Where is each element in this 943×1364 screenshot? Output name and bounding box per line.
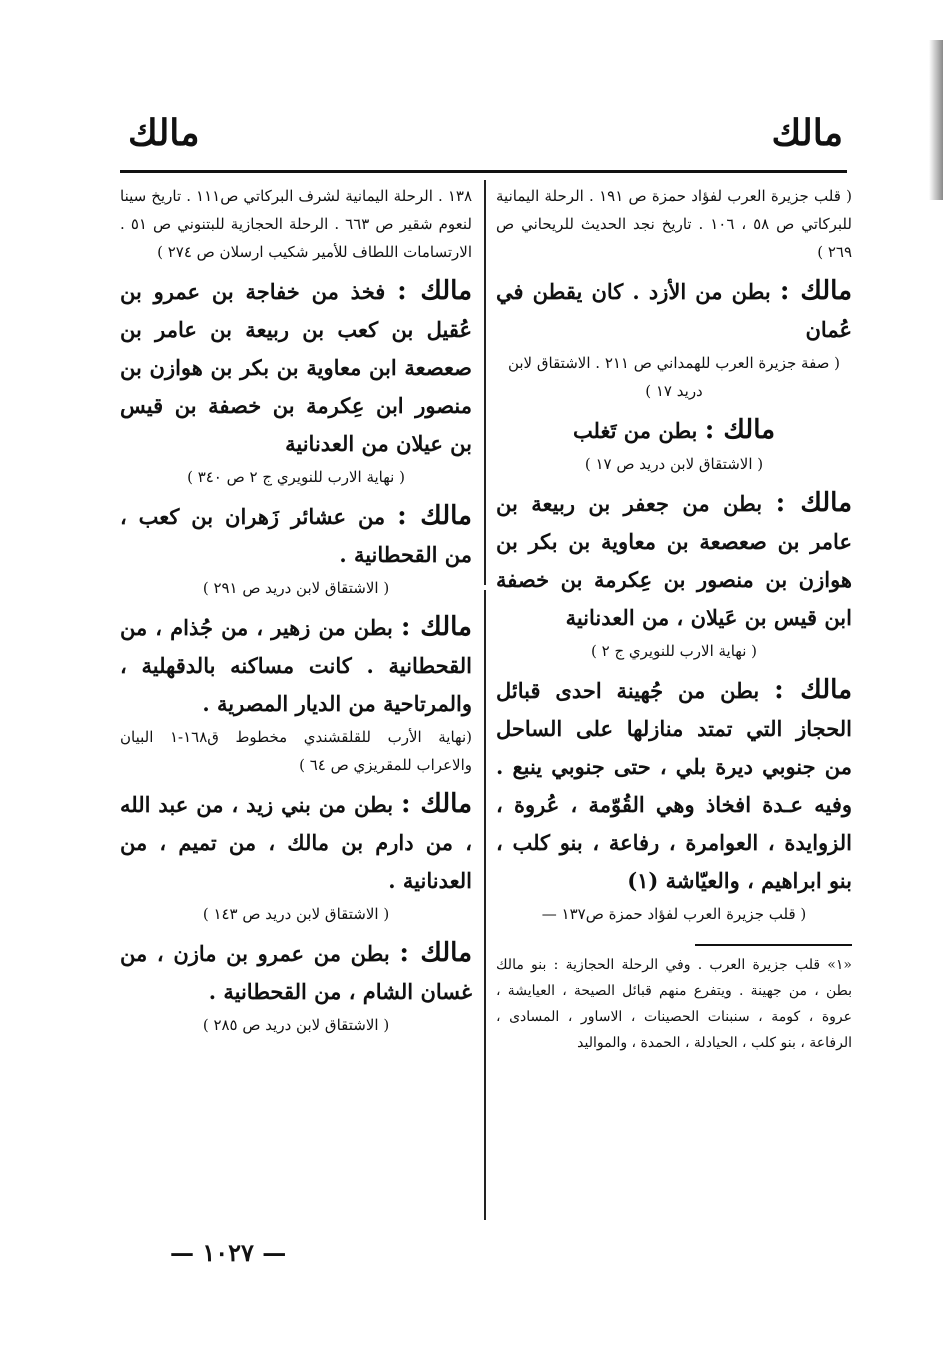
entry-headword: مالك : <box>397 276 472 306</box>
entry-body <box>120 608 472 723</box>
entry-text: بطن من جعفر بن ربيعة بن عامر بن صعصعة بن معاوية بن بكر بن هوازن بن منصور بن عِكرمة بن خصفة ابن قيس بن عَيلان ، من العدنانية <box>496 491 852 630</box>
entry-text: بطن من زهير ، من جُذام ، من القحطانية . كانت مساكنه بالدقهلية ، والمرتاحية من الديار المصرية . <box>120 615 472 716</box>
header-rule <box>120 170 847 173</box>
scan-edge-shadow <box>929 40 943 200</box>
entry-body <box>496 484 852 637</box>
entry-headword: مالك : <box>397 501 472 531</box>
reference-note: ( الاشتقاق لابن دريد ص ١٧ ) <box>584 455 764 473</box>
reference-note: ( قلب جزيرة العرب لفؤاد حمزة ص ١٩١ . الرحلة اليمانية للبركاتي ص ٥٨ ، ١٠٦ . تاريخ نجد الحديث للريحاني ص ٢٦٩ ) <box>496 187 852 261</box>
running-head-left: مالك <box>128 112 200 154</box>
page-number: — ١٠٢٧ — <box>170 1238 287 1267</box>
entry-headword: مالك : <box>775 488 852 518</box>
column-divider-upper <box>484 180 486 585</box>
reference-note: ( الاشتقاق لابن دريد ص ٢٨٥ ) <box>202 1016 390 1034</box>
entry-headword: مالك : <box>400 612 472 642</box>
entry <box>120 608 472 779</box>
entry-body <box>120 934 472 1011</box>
entry-body <box>496 671 852 900</box>
entry-headword: مالك : <box>704 415 776 445</box>
entry-text: بطن من بني زيد ، من عبد الله ، من دارم بن مالك ، من تميم ، من العدنانية . <box>120 792 472 893</box>
entry-headword: مالك : <box>399 938 472 968</box>
reference-note: ( نهاية الارب للنويري ج ٢ ص ٣٤٠ ) <box>187 468 405 486</box>
entry <box>496 272 852 405</box>
reference-note: ( الاشتقاق لابن دريد ص ٢٩١ ) <box>202 579 390 597</box>
entry-body <box>496 272 852 349</box>
entry-headword: مالك : <box>779 276 852 306</box>
right-column <box>496 182 852 1242</box>
footnote-rule <box>695 944 852 946</box>
entry-text: بطن من الأزد . كان يقطن في عُمان <box>496 279 852 342</box>
entry-body <box>120 785 472 900</box>
entry-body <box>120 272 472 463</box>
column-divider-lower <box>484 590 486 1220</box>
entry <box>120 934 472 1039</box>
entry-text: من عشائر زَهران بن كعب ، من القحطانية . <box>120 504 472 567</box>
reference-note: ( قلب جزيرة العرب لفؤاد حمزة ص١٣٧ — <box>541 905 807 923</box>
reference-note: ١٣٨ . الرحلة اليمانية لشرف البركاتي ص١١١ . تاريخ سينا لنعوم شقير ص ٦٦٣ . الرحلة الحجازية للبتنوني ص ٥١ . الارتسامات اللطاف للأمير شكيب ارسلان ص ٢٧٤ ) <box>120 187 472 261</box>
reference-note: ( الاشتقاق لابن دريد ص ١٤٣ ) <box>202 905 390 923</box>
entry-headword: مالك : <box>774 675 852 705</box>
entry-text: بطن من جُهينة احدى قبائل الحجاز التي تمتد منازلها على الساحل من جنوبي ديرة بلي ، حتى جنوبي ينبع . وفيه عـدة افخاذ وهي القُوّمة ، عُروة ، الزوايدة ، العوامرة ، رفاعة ، بنو كلب ، بنو ابراهيم ، والعيّاشة (١) <box>496 678 852 893</box>
entry <box>120 272 472 491</box>
reference-note: (نهاية الأرب للقلقشندي مخطوط ق١٦٨-١ البيان والاعراب للمقريزي ص ٦٤ ) <box>120 728 472 774</box>
entry-text: بطن من عمرو بن مازن ، من غسان الشام ، من القحطانية . <box>120 941 472 1004</box>
footnote: «١» قلب جزيرة العرب . وفي الرحلة الحجازية : بنو مالك بطن ، من جهينة . ويتفرع منهم قبائل الصيحة ، العيايشة ، عروة ، كومة ، سنبنات الحصينات ، الاساور ، المسادى ، الرفاعة ، بنو كلب ، الحيادلة ، الحمدة ، والمواليد <box>496 957 852 1051</box>
entry-text: فخذ من خفاجة بن عمرو بن عُقيل بن كعب بن ربيعة بن عامر بن صعصعة ابن معاوية بن بكر بن هوازن بن منصور ابن عِكرمة بن خصفة بن قيس بن عيلان من العدنانية <box>120 279 472 456</box>
reference-note: ( نهاية الارب للنويري ج ٢ ) <box>590 642 758 660</box>
entry <box>120 497 472 602</box>
running-head-right: مالك <box>771 112 843 154</box>
entry-text: بطن من تَغلب <box>572 418 698 443</box>
entry <box>496 671 852 928</box>
entry <box>496 484 852 665</box>
entry-body <box>120 497 472 574</box>
reference-note: ( صفة جزيرة العرب للهمداني ص ٢١١ . الاشتقاق لابن دريد ١٧ ) <box>507 354 841 400</box>
entry <box>496 411 852 478</box>
entry-body <box>496 411 852 450</box>
entry <box>120 785 472 928</box>
entry-headword: مالك : <box>401 789 472 819</box>
left-column <box>120 182 472 1242</box>
